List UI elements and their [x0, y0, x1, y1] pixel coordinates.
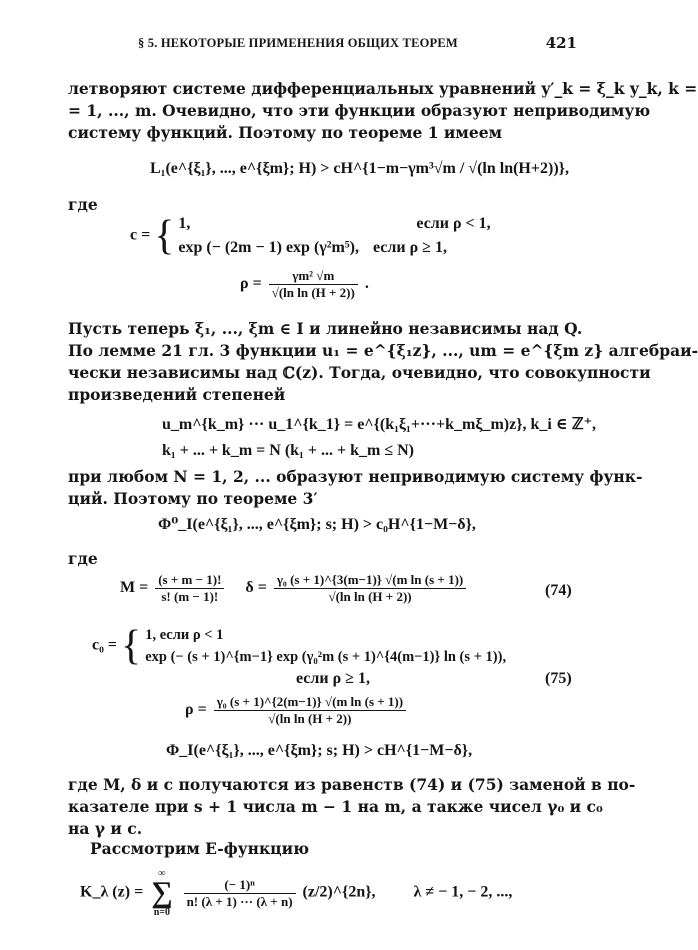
sum-lower: n=0 — [153, 907, 171, 918]
rho-1-tail: . — [364, 275, 369, 293]
K-power: (z/2)^{2n}, — [302, 883, 376, 901]
equation-sum-k: k₁ + ... + k_m = N (k₁ + ... + k_m ≤ N) — [162, 442, 414, 459]
paragraph-4-line-2: казателе при s + 1 числа m − 1 на m, а также чисел γ₀ и c₀ — [68, 797, 603, 816]
paragraph-1-line-2: = 1, ..., m. Очевидно, что эти функции образуют неприводимую — [68, 101, 651, 120]
c-case-2 — [178, 236, 490, 260]
equation-number-74: (74) — [545, 582, 572, 599]
left-brace-75: { — [121, 623, 142, 669]
paragraph-1-line-3: систему функций. Поэтому по теореме 1 имеем — [68, 123, 503, 142]
where-2: где — [68, 549, 98, 568]
M-fraction — [155, 572, 224, 605]
equation-75 — [92, 624, 506, 668]
paragraph-4-line-3: на γ и c. — [68, 819, 143, 838]
equation-L1: L₁(e^{ξ₁}, ..., e^{ξm}; H) > cH^{1−m−γm³√m / √(ln ln(H+2))}, — [150, 160, 569, 177]
paragraph-2-line-3: чески независимы над ℂ(z). Тогда, очевидно, что совокупности — [68, 363, 651, 382]
c0-case-1: 1, если ρ < 1 — [145, 627, 224, 643]
c-lhs: c = — [130, 226, 151, 244]
delta-numerator: γ₀ (s + 1)^{3(m−1)} √(m ln (s + 1)) — [274, 572, 466, 589]
paragraph-2-line-1: Пусть теперь ξ₁, ..., ξm ∈ I и линейно независимы над Q. — [68, 319, 583, 338]
K-lhs: K_λ (z) = — [80, 883, 144, 901]
M-lhs: M = — [120, 579, 149, 597]
rho-2-denominator: √(ln ln (H + 2)) — [268, 711, 352, 726]
delta-denominator: √(ln ln (H + 2)) — [328, 589, 412, 604]
equation-number-75: (75) — [545, 670, 572, 687]
c-case-1 — [178, 212, 490, 236]
running-title: § 5. НЕКОТОРЫЕ ПРИМЕНЕНИЯ ОБЩИХ ТЕОРЕМ — [138, 36, 458, 50]
equation-phi: Φ_I(e^{ξ₁}, ..., e^{ξm}; s; H) > cH^{1−M−δ}, — [166, 742, 473, 759]
rho-1-denominator: √(ln ln (H + 2)) — [271, 285, 355, 300]
delta-fraction — [274, 572, 466, 605]
paragraph-3-line-2: ций. Поэтому по теореме 3′ — [68, 489, 318, 508]
c-case-1-cond: если ρ < 1, — [416, 215, 491, 232]
paragraph-3-line-1: при любом N = 1, 2, ... образуют неприводимую систему функ- — [68, 467, 643, 486]
paragraph-5: Рассмотрим E-функцию — [90, 839, 309, 858]
sum-upper: ∞ — [158, 868, 166, 879]
c0-case-2: exp (− (s + 1)^{m−1} exp (γ₀²m (s + 1)^{4(m−1)} ln (s + 1)), — [145, 649, 507, 665]
sigma-icon: ∑ — [151, 876, 173, 909]
sum-symbol — [151, 868, 172, 918]
equation-rho-1 — [240, 268, 369, 301]
c0-case-2-cond: если ρ ≥ 1, — [296, 670, 370, 687]
equation-K — [80, 868, 512, 918]
equation-74 — [120, 572, 469, 605]
rho-1-numerator: γm² √m — [269, 268, 358, 285]
rho-1-fraction — [269, 268, 358, 301]
K-denominator: n! (λ + 1) ··· (λ + n) — [186, 893, 293, 909]
paragraph-1 — [68, 78, 698, 144]
K-numerator: (− 1)ⁿ — [184, 877, 296, 894]
paragraph-4 — [68, 774, 636, 840]
rho-2-lhs: ρ = — [185, 701, 207, 719]
c-case-2-cond: если ρ ≥ 1, — [373, 239, 447, 256]
rho-1-lhs: ρ = — [240, 275, 262, 293]
c0-lhs: c₀ = — [92, 636, 118, 654]
left-brace: { — [154, 213, 175, 259]
c-case-2-value: exp (− (2m − 1) exp (γ²m⁵), — [178, 239, 359, 256]
paragraph-2-line-4: произведений степеней — [68, 385, 286, 404]
rho-2-fraction — [214, 694, 406, 727]
page-header — [70, 34, 577, 56]
equation-c — [130, 212, 491, 260]
K-fraction — [184, 877, 296, 910]
M-denominator: s! (m − 1)! — [161, 589, 219, 604]
K-condition: λ ≠ − 1, − 2, ..., — [413, 883, 513, 901]
where-1: где — [68, 195, 98, 214]
rho-2-numerator: γ₀ (s + 1)^{2(m−1)} √(m ln (s + 1)) — [214, 694, 406, 711]
c-cases — [178, 212, 490, 260]
paragraph-4-line-1: где M, δ и c получаются из равенств (74) и (75) заменой в по- — [68, 775, 636, 794]
paragraph-1-line-1: летворяют системе дифференциальных уравнений y′_k = ξ_k y_k, k = — [68, 79, 698, 98]
M-numerator: (s + m − 1)! — [155, 572, 224, 589]
c0-cases — [145, 624, 506, 668]
equation-rho-2 — [185, 694, 409, 727]
delta-lhs: δ = — [245, 579, 267, 597]
paragraph-2 — [68, 318, 698, 406]
page-number: 421 — [545, 34, 577, 52]
equation-phi0: Φ⁰_I(e^{ξ₁}, ..., e^{ξm}; s; H) > c₀H^{1−M−δ}, — [158, 516, 476, 533]
paragraph-2-line-2: По лемме 21 гл. 3 функции u₁ = e^{ξ₁z}, ..., um = e^{ξm z} алгебраи- — [68, 341, 698, 360]
c-case-1-value: 1, — [178, 215, 191, 232]
equation-products: u_m^{k_m} ··· u_1^{k_1} = e^{(k₁ξ₁+···+k_mξ_m)z}, k_i ∈ ℤ⁺, — [162, 416, 597, 433]
paragraph-3 — [68, 466, 643, 510]
